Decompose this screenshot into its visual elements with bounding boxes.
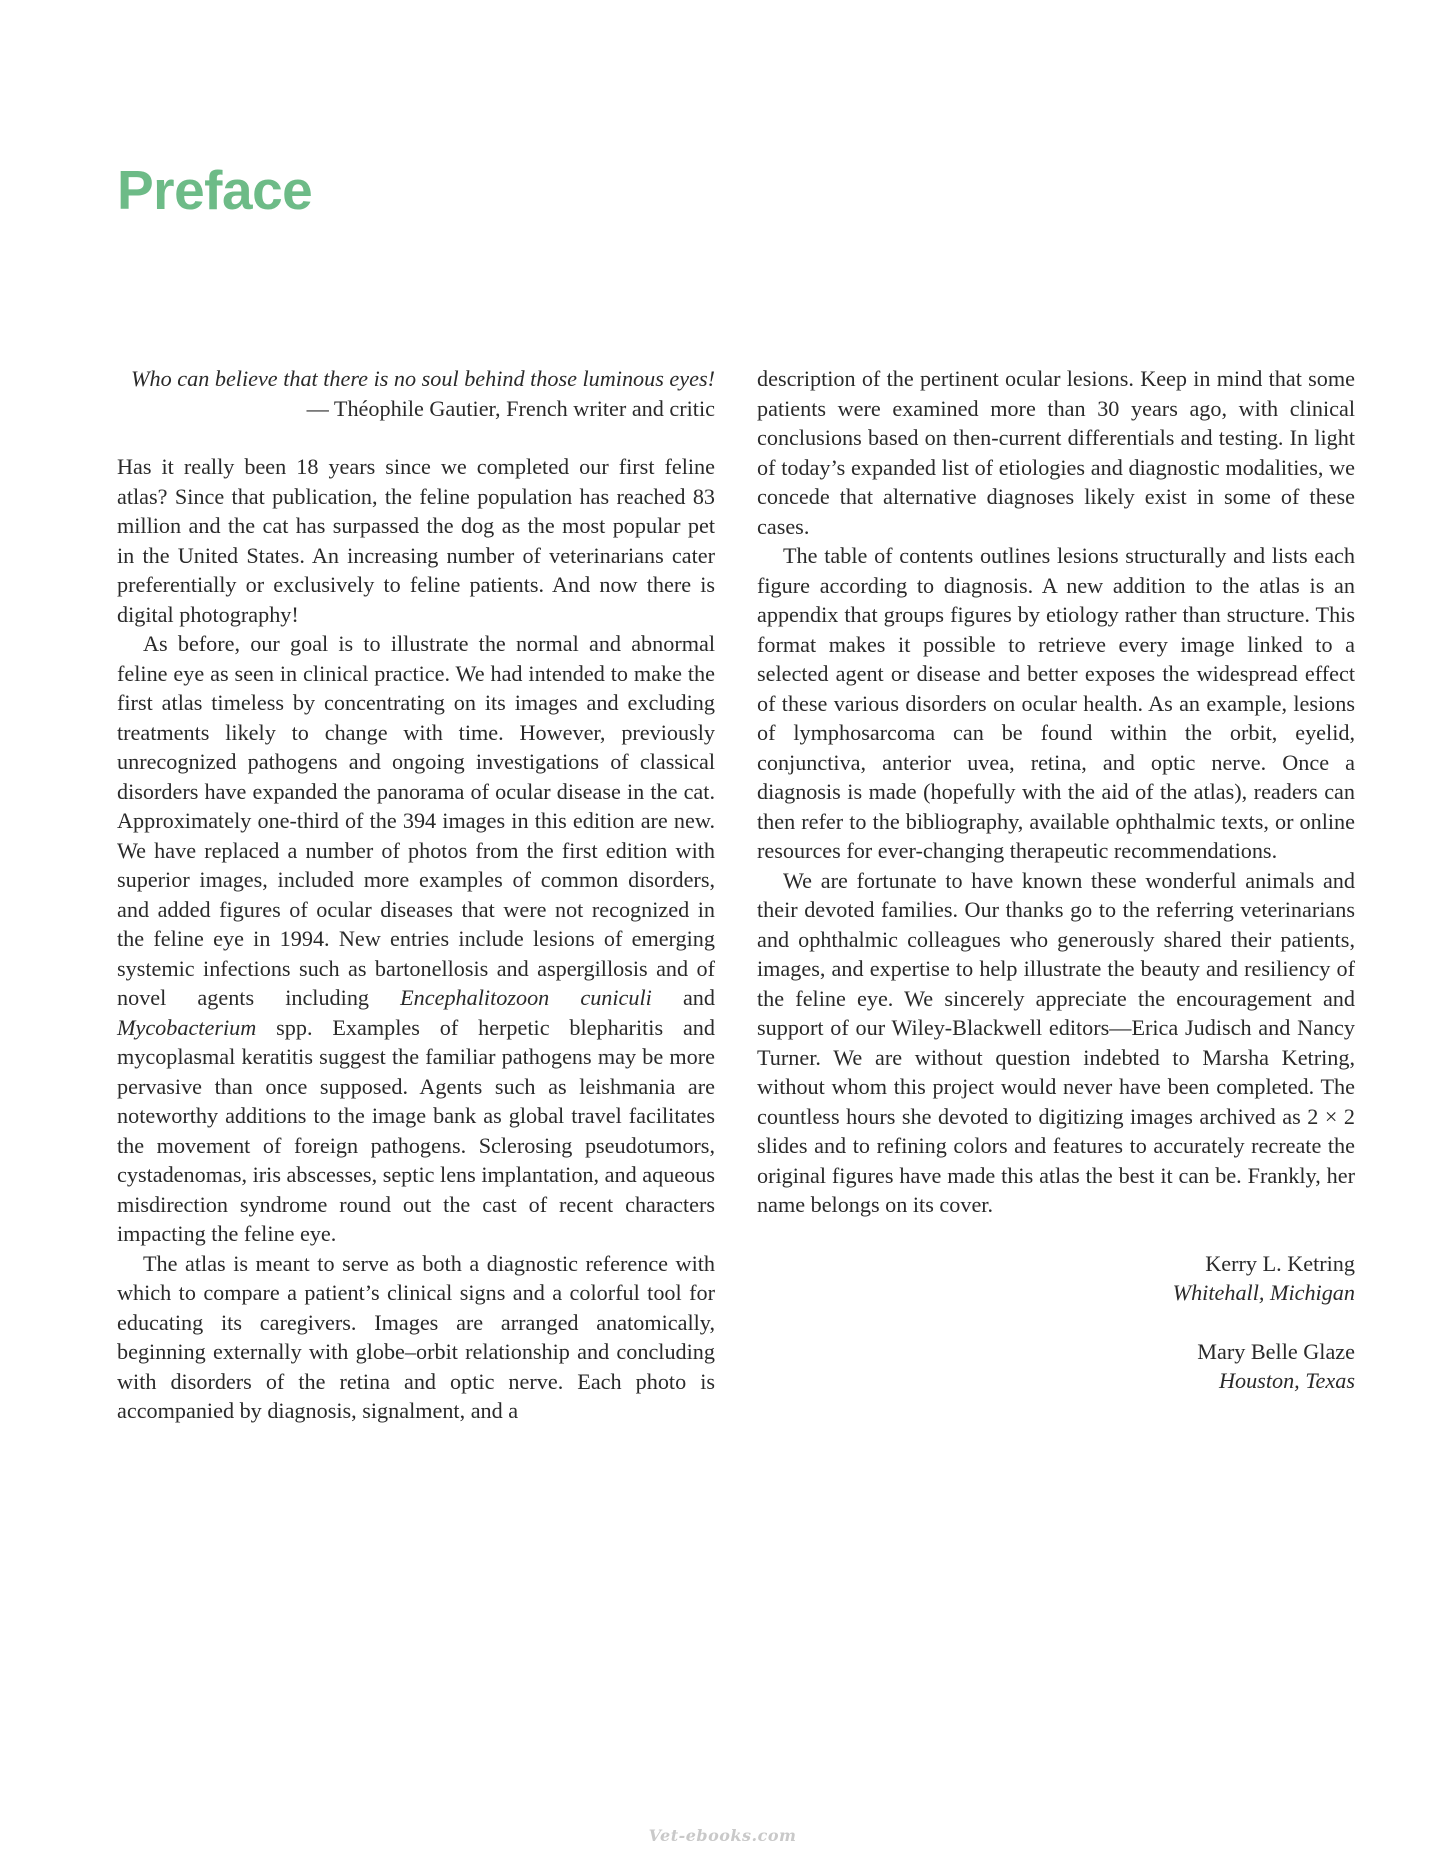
genus-name: Mycobacterium (117, 1014, 257, 1040)
text-run: spp. Examples of herpetic blepharitis and mycoplasmal keratitis suggest the familiar pathogens may be more pervasive than once supposed. Agents such as leishmania are noteworthy additions to the image bank as global travel facilitates the movement of foreign pathogens. Sclerosing pseudotumors, cystadenomas, iris abscesses, septic lens implantation, and aqueous misdirection syndrome round out the cast of recent characters impacting the feline eye. (117, 1014, 715, 1246)
epigraph (117, 364, 715, 423)
epigraph-quote: Who can believe that there is no soul behind those luminous eyes! (131, 366, 715, 391)
text-run: As before, our goal is to illustrate the normal and abnormal feline eye as seen in clinical practice. We had intended to make the first atlas timeless by concentrating on its images and excluding treatments likely to change with time. However, previously unrecognized pathogens and ongoing investigations of classical disorders have expanded the panorama of ocular disease in the cat. Approximately one-third of the 394 images in this edition are new. We have replaced a number of photos from the first edition with superior images, included more examples of common disorders, and added figures of ocular diseases that were not recognized in the feline eye in 1994. New entries include lesions of emerging systemic infections such as bartonellosis and aspergillosis and of novel agents including (117, 631, 715, 1010)
species-name: Encephalitozoon cuniculi (400, 985, 652, 1010)
page-title: Preface (117, 159, 313, 221)
signature-block (757, 1249, 1355, 1308)
watermark: Vet-ebooks.com (648, 1826, 797, 1845)
paragraph: Has it really been 18 years since we completed our first feline atlas? Since that publication, the feline population has reached 83 million and the cat has surpassed the dog as the most popular pet in the United States. An increasing number of veterinarians cater preferentially or exclusively to feline patients. And now there is digital photography! (117, 454, 715, 627)
left-column (117, 364, 715, 1426)
author-location: Whitehall, Michigan (1172, 1280, 1355, 1305)
author-name: Mary Belle Glaze (1197, 1338, 1355, 1364)
paragraph: description of the pertinent ocular lesions. Keep in mind that some patients were examined more than 30 years ago, with clinical conclusions based on then-current differentials and testing. In light of today’s expanded list of etiologies and diagnostic modalities, we concede that alternative diagnoses likely exist in some of these cases. (757, 366, 1355, 539)
author-name: Kerry L. Ketring (1205, 1250, 1355, 1276)
paragraph: The atlas is meant to serve as both a diagnostic reference with which to compare a patient’s clinical signs and a colorful tool for educating its caregivers. Images are arranged anatomically, beginning externally with globe–orbit relationship and concluding with disorders of the retina and optic nerve. Each photo is accompanied by diagnosis, signalment, and a (117, 1250, 715, 1423)
paragraph (117, 629, 715, 1249)
signature-block (757, 1337, 1355, 1396)
right-column (757, 364, 1355, 1396)
author-location: Houston, Texas (1218, 1368, 1355, 1393)
epigraph-attribution: — Théophile Gautier, French writer and critic (306, 395, 715, 421)
paragraph: The table of contents outlines lesions structurally and lists each figure according to diagnosis. A new addition to the atlas is an appendix that groups figures by etiology rather than structure. This format makes it possible to retrieve every image linked to a selected agent or disease and better exposes the widespread effect of these various disorders on ocular health. As an example, lesions of lymphosarcoma can be found within the orbit, eyelid, conjunctiva, anterior uvea, retina, and optic nerve. Once a diagnosis is made (hopefully with the aid of the atlas), readers can then refer to the bibliography, available ophthalmic texts, or online resources for ever-changing therapeutic recommendations. (757, 543, 1355, 863)
text-run: and (651, 985, 715, 1010)
paragraph: We are fortunate to have known these wonderful animals and their devoted families. Our thanks go to the referring veterinarians and ophthalmic colleagues who generously shared their patients, images, and expertise to help illustrate the beauty and resiliency of the feline eye. We sincerely appreciate the encouragement and support of our Wiley-Blackwell editors—Erica Judisch and Nancy Turner. We are without question indebted to Marsha Ketring, without whom this project would never have been completed. The countless hours she devoted to digitizing images archived as 2 × 2 slides and to refining colors and features to accurately recreate the original figures have made this atlas the best it can be. Frankly, her name belongs on its cover. (757, 867, 1355, 1217)
